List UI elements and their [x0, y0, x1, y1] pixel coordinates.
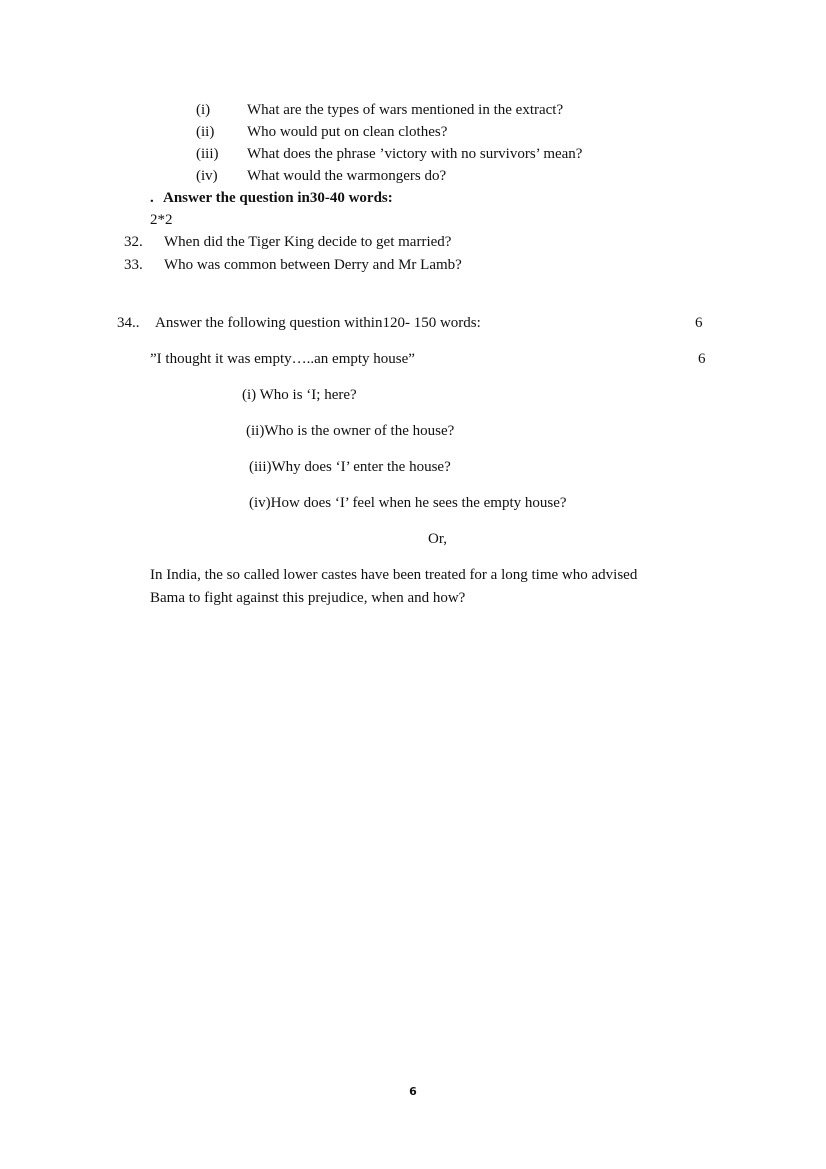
- question-number: (iv): [196, 168, 218, 184]
- quote-text: ”I thought it was empty…..an empty house”: [150, 351, 415, 367]
- section-heading: Answer the question in30-40 words:: [163, 190, 393, 206]
- subquestion: (iv)How does ‘I’ feel when he sees the empty house?: [249, 495, 567, 511]
- question-number: (iii): [196, 146, 219, 162]
- alternative-question-line: In India, the so called lower castes have been treated for a long time who advised: [150, 567, 638, 583]
- page-number: 6: [409, 1085, 417, 1098]
- question-text: Who was common between Derry and Mr Lamb?: [164, 257, 462, 273]
- section-heading: Answer the following question within120- 150 words:: [155, 315, 481, 331]
- subquestion: (i) Who is ‘I; here?: [242, 387, 357, 403]
- question-text: What are the types of wars mentioned in the extract?: [247, 102, 564, 118]
- or-label: Or,: [428, 531, 447, 547]
- subquestion: (ii)Who is the owner of the house?: [246, 423, 455, 439]
- section-marks: 2*2: [150, 212, 173, 228]
- question-text: What would the warmongers do?: [247, 168, 447, 184]
- question-number: (ii): [196, 124, 215, 140]
- question-text: What does the phrase ’victory with no survivors’ mean?: [247, 146, 583, 162]
- question-number: 34..: [117, 315, 140, 331]
- question-text: When did the Tiger King decide to get married?: [164, 234, 452, 250]
- question-number: 33.: [124, 257, 143, 273]
- heading-marks: 6: [695, 315, 703, 331]
- quote-marks: 6: [698, 351, 706, 367]
- question-text: Who would put on clean clothes?: [247, 124, 448, 140]
- section-bullet: .: [150, 190, 154, 206]
- question-number: 32.: [124, 234, 143, 250]
- alternative-question-line: Bama to fight against this prejudice, when and how?: [150, 590, 466, 606]
- question-number: (i): [196, 102, 211, 118]
- subquestion: (iii)Why does ‘I’ enter the house?: [249, 459, 451, 475]
